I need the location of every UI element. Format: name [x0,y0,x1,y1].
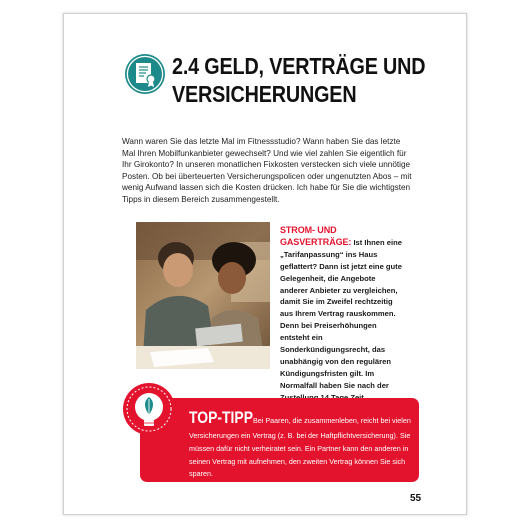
side-article-heading: STROM- UND GASVERTRÄGE: [280,225,352,247]
couple-photo [136,222,270,369]
top-tip-body: Versicherungen ein Vertrag (z. B. bei der Haftpflichtversicherung). Sie müssen dafür nicht verheiratet sein. Ein Partner kann den anderen in seinen Vertrag mit aufnehmen, den zweiten Vertrag können Sie sich sparen. [189,431,411,479]
top-tip-body-first: Bei Paaren, die zusammenleben, reicht bei vielen [253,416,411,425]
chapter-title-line-2: VERSICHERUNGEN [172,81,357,107]
side-article-body: Ist Ihnen eine „Tarifanpassung“ ins Haus geflattert? Dann ist jetzt eine gute Gelegenheit, die Angebote anderer Anbieter zu vergleichen, damit Sie im Zweifel rechtzeitig aus Ihrem Vertrag rauskommen. Denn bei Preiserhöhungen entsteht ein Sonderkündigungsrecht, das unabhängig von den regulären Kündigungsfristen gilt. Im Normalfall haben Sie nach der [280,237,402,390]
side-article [280,225,404,416]
book-page [63,13,467,515]
contract-document-icon [124,53,166,95]
chapter-title-line-1: 2.4 GELD, VERTRÄGE UND [172,53,426,79]
lightbulb-leaf-icon [122,382,176,436]
page-number: 55 [410,493,422,504]
top-tip-title: TOP-TIPP [189,408,254,427]
intro-paragraph: Wann waren Sie das letzte Mal im Fitnessstudio? Wann haben Sie das letzte Mal Ihren Mobilfunkanbieter gewechselt? Und wie viel zahlen Sie eigentlich für Ihr Girokonto? In unseren monatlichen Fixkosten verstecken sich viele unnötige Posten. Ob bei überteuerten Versicherungspolicen oder ungenutzten Abos – mit wenig Aufwand lassen sich die Kosten drücken. Ich habe für Sie die wichtigsten Tipps in diesem Bereich zusammengestellt. [122,137,412,204]
chapter-title [172,52,426,108]
